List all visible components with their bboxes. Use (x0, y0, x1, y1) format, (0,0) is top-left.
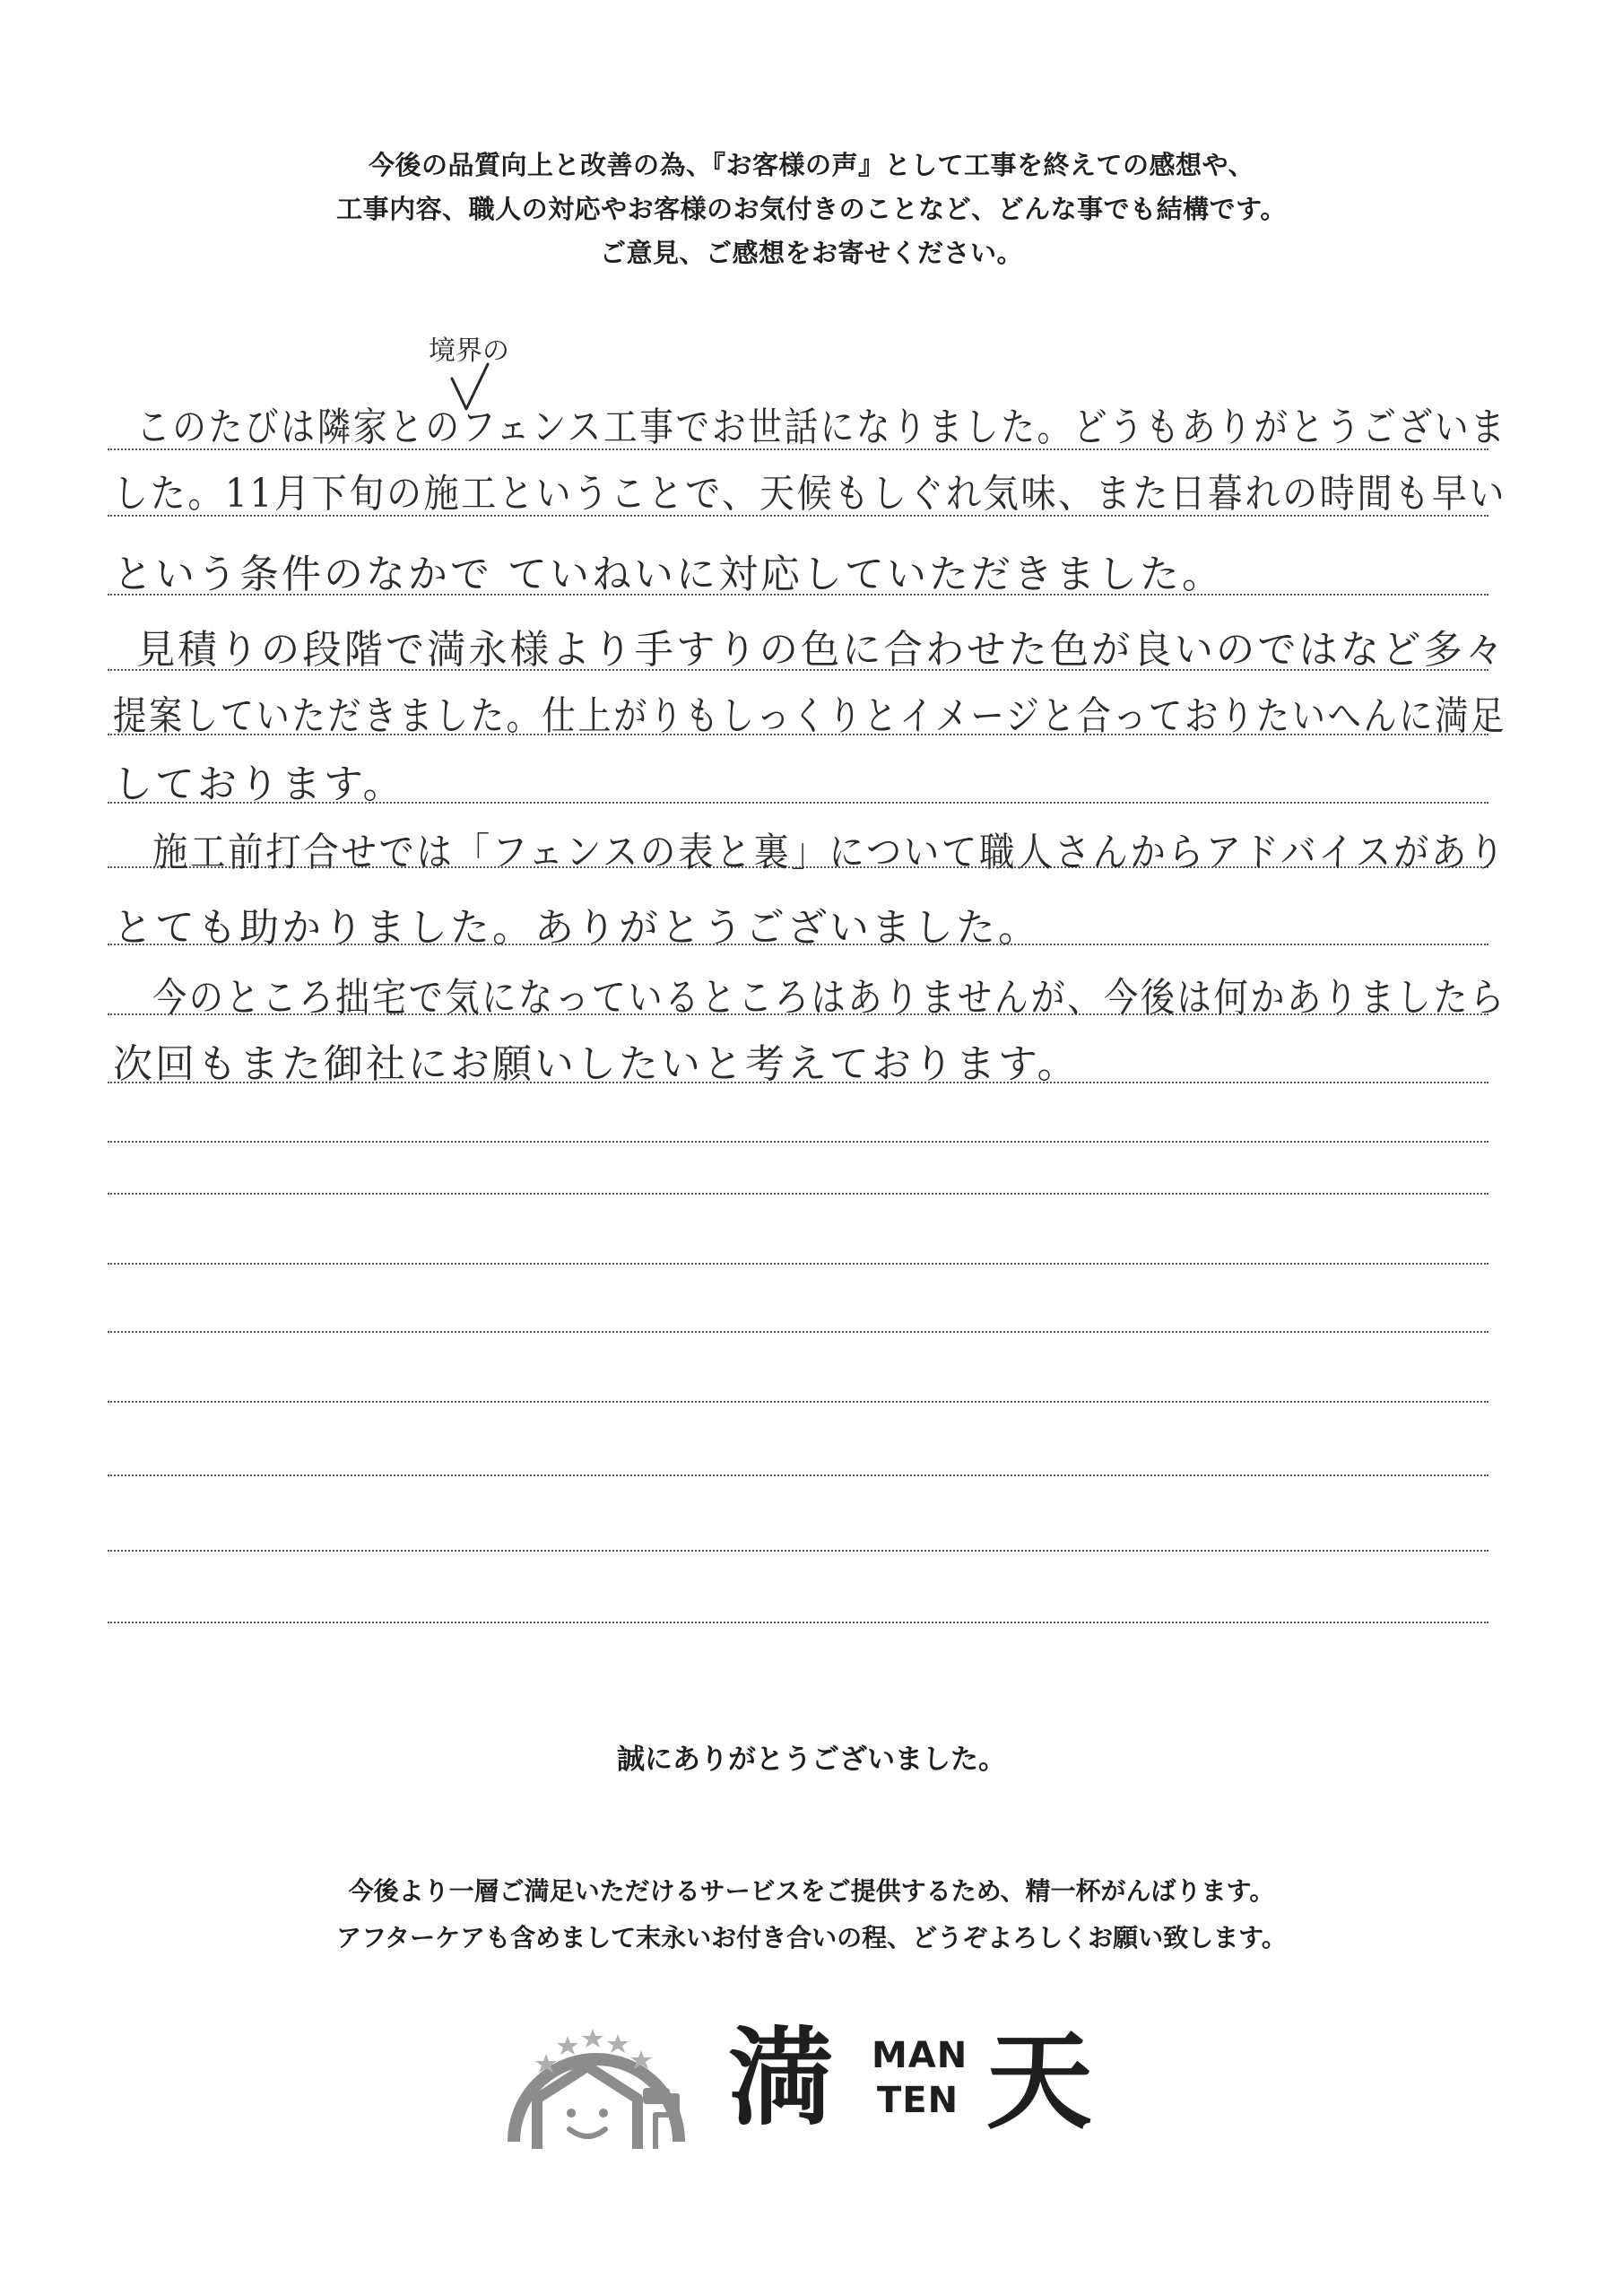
header-line-1: 今後の品質向上と改善の為、『お客様の声』として工事を終えての感想や、 (369, 150, 1254, 180)
writing-rule (108, 1622, 1488, 1623)
handwritten-insertion: 境界の (429, 335, 509, 367)
handwritten-line: 次回もまた御社にお願いしたいと考えております。 (113, 1041, 1080, 1087)
handwritten-line: 施工前打合せでは「フェンスの表と裏」について職人さんからアドバイスがあり (152, 830, 1507, 875)
closing-message (0, 1868, 1623, 1961)
brand-roman-ten: TEN (877, 2080, 959, 2121)
handwritten-line: した。11月下旬の施工ということで、天候もしぐれ気味、また日暮れの時間も早い (113, 471, 1507, 517)
writing-rule (108, 1550, 1488, 1552)
form-header (0, 144, 1623, 275)
closing-line-1: 今後より一層ご満足いただけるサービスをご提供するため、精一杯がんばります。 (348, 1876, 1275, 1906)
brand-kanji-man: 満 (728, 2016, 835, 2140)
house-smile-icon (499, 1998, 693, 2160)
header-line-3: ご意見、ご感想をお寄せください。 (599, 238, 1023, 268)
writing-rule (108, 1141, 1488, 1143)
handwritten-line: しております。 (113, 761, 405, 807)
handwritten-line: 見積りの段階で満永様より手すりの色に合わせた色が良いのではなど多々 (136, 627, 1507, 673)
writing-rule (108, 1331, 1488, 1333)
handwritten-line: このたびは隣家とのフェンス工事でお世話になりました。どうもありがとうございま (136, 404, 1507, 450)
writing-rule (108, 1193, 1488, 1195)
closing-line-2: アフターケアも含めまして末永いお付き合いの程、どうぞよろしくお願い致します。 (336, 1923, 1287, 1952)
header-line-2: 工事内容、職人の対応やお客様のお気付きのことなど、どんな事でも結構です。 (336, 194, 1287, 224)
thank-you-line: 誠にありがとうございました。 (617, 1744, 1006, 1776)
handwritten-line: 今のところ拙宅で気になっているところはありませんが、今後は何かありましたら (152, 975, 1506, 1021)
brand-kanji-ten: 天 (986, 2020, 1093, 2144)
handwritten-line: 提案していただきました。仕上がりもしっくりとイメージと合っておりたいへんに満足 (113, 693, 1506, 739)
handwritten-line: という条件のなかで ていねいに対応していただきました。 (113, 552, 1224, 597)
writing-rule (108, 1401, 1488, 1403)
brand-roman-man: MAN (872, 2035, 968, 2076)
writing-rule (108, 1263, 1488, 1265)
writing-rule (108, 1474, 1488, 1476)
handwritten-line: とても助かりました。ありがとうございました。 (113, 905, 1040, 951)
